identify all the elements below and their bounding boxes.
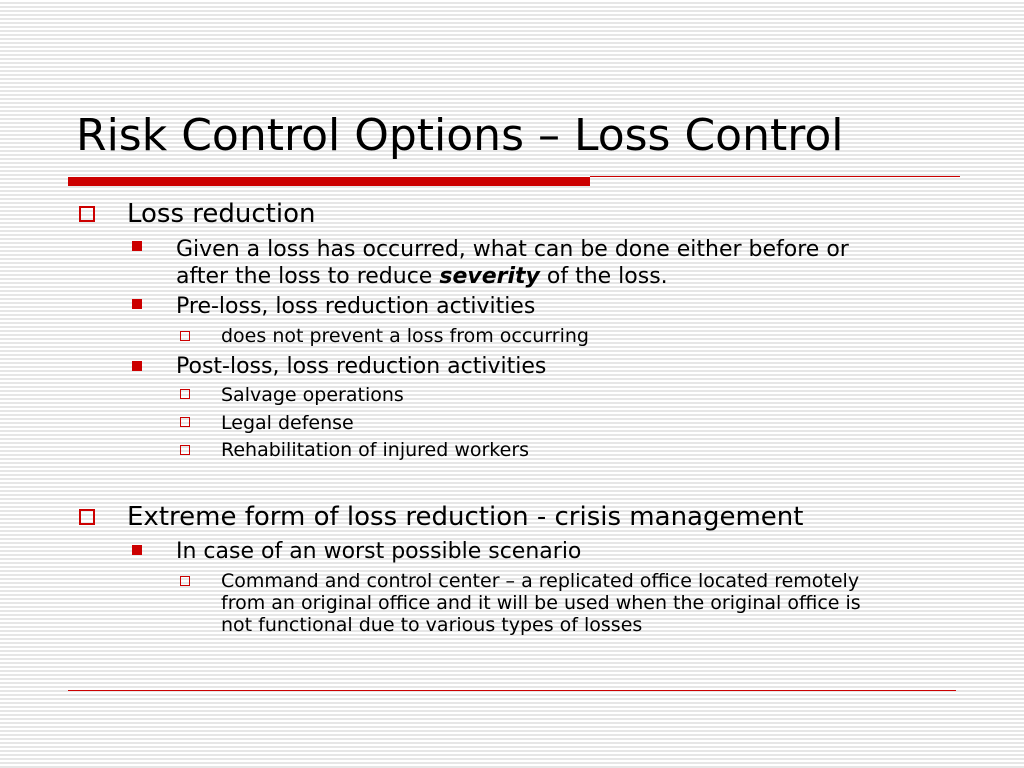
filled-square-bullet-icon — [132, 361, 142, 371]
bullet-loss-reduction: Loss reduction — [127, 199, 316, 229]
filled-square-bullet-icon — [132, 545, 142, 555]
bullet-legal-defense: Legal defense — [221, 412, 354, 434]
bullet-command-line2: from an original office and it will be used when the original office is — [221, 592, 861, 614]
hollow-square-bullet-icon — [79, 206, 95, 222]
slide-title: Risk Control Options – Loss Control — [76, 110, 844, 161]
bullet-given-loss-text-c: of the loss. — [539, 264, 668, 289]
bullet-given-loss-line2 — [176, 263, 668, 290]
small-hollow-square-bullet-icon — [180, 389, 190, 399]
bullet-does-not-prevent: does not prevent a loss from occurring — [221, 325, 589, 347]
bullet-given-loss-text-b: after the loss to reduce — [176, 264, 440, 289]
hollow-square-bullet-icon — [79, 509, 95, 525]
bullet-given-loss-line1: Given a loss has occurred, what can be done either before or — [176, 237, 849, 262]
bullet-command-line3: not functional due to various types of losses — [221, 614, 643, 636]
small-hollow-square-bullet-icon — [180, 576, 190, 586]
filled-square-bullet-icon — [132, 241, 142, 251]
small-hollow-square-bullet-icon — [180, 417, 190, 427]
bullet-post-loss: Post-loss, loss reduction activities — [176, 354, 547, 379]
bullet-rehabilitation: Rehabilitation of injured workers — [221, 439, 530, 461]
title-underline-thick — [68, 177, 590, 186]
bullet-extreme-form: Extreme form of loss reduction - crisis management — [127, 502, 804, 532]
emphasis-severity: severity — [439, 264, 540, 289]
bullet-salvage: Salvage operations — [221, 384, 404, 406]
bullet-pre-loss: Pre-loss, loss reduction activities — [176, 294, 536, 319]
small-hollow-square-bullet-icon — [180, 445, 190, 455]
filled-square-bullet-icon — [132, 299, 142, 309]
small-hollow-square-bullet-icon — [180, 331, 190, 341]
footer-rule — [68, 690, 956, 691]
bullet-command-line1: Command and control center – a replicated office located remotely — [221, 570, 860, 592]
bullet-worst-case: In case of an worst possible scenario — [176, 539, 582, 564]
title-underline-thin — [590, 176, 960, 177]
